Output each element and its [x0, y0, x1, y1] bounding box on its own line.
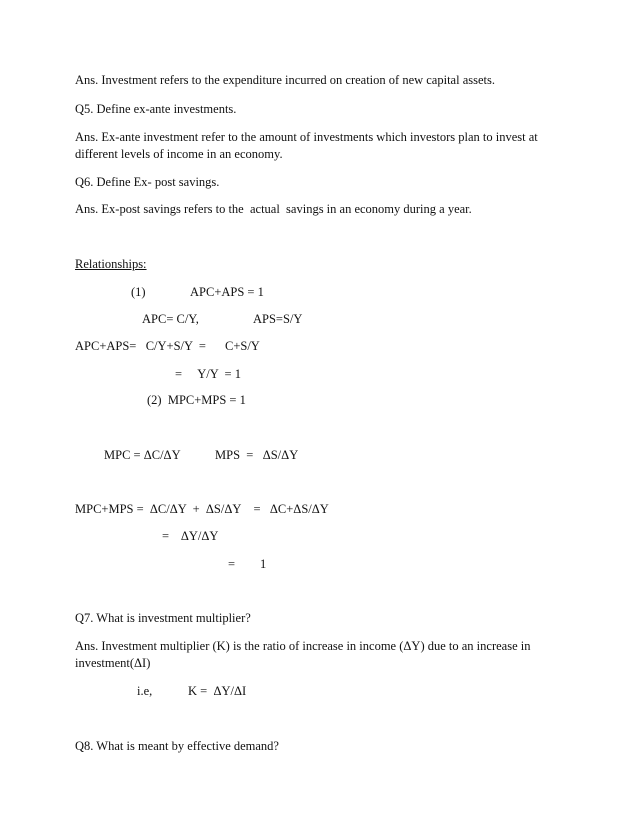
k-formula: K = ΔY/ΔI [188, 684, 247, 698]
relationship-2: (2) MPC+MPS = 1 [147, 393, 246, 407]
question-8: Q8. What is meant by effective demand? [75, 739, 279, 753]
answer-expost: Ans. Ex-post savings refers to the actual savings in an economy during a year. [75, 202, 472, 216]
apc-definition: APC= C/Y, [142, 312, 199, 326]
answer-multiplier-line-2: investment(ΔI) [75, 656, 151, 670]
delta-y-over-delta-y: = ΔY/ΔY [162, 529, 219, 543]
answer-investment: Ans. Investment refers to the expenditure incurred on creation of new capital assets. [75, 73, 495, 87]
equals-one: = 1 [228, 557, 267, 571]
apc-aps-sum: APC+APS= C/Y+S/Y = [75, 339, 206, 353]
mps-definition: MPS = ΔS/ΔY [215, 448, 299, 462]
answer-exante-line-1: Ans. Ex-ante investment refer to the amount of investments which investors plan to invest at [75, 130, 538, 144]
relationship-1-number: (1) [131, 285, 146, 299]
relationships-heading: Relationships: [75, 257, 147, 271]
answer-exante-line-2: different levels of income in an economy. [75, 147, 283, 161]
y-over-y: = Y/Y = 1 [175, 367, 241, 381]
question-5: Q5. Define ex-ante investments. [75, 102, 237, 116]
question-7: Q7. What is investment multiplier? [75, 611, 251, 625]
mpc-mps-sum: MPC+MPS = ΔC/ΔY + ΔS/ΔY = ΔC+ΔS/ΔY [75, 502, 329, 516]
ie-label: i.e, [137, 684, 153, 698]
mpc-definition: MPC = ΔC/ΔY [104, 448, 181, 462]
apc-aps-sum-rhs: C+S/Y [225, 339, 260, 353]
question-6: Q6. Define Ex- post savings. [75, 175, 220, 189]
aps-definition: APS=S/Y [253, 312, 303, 326]
relationship-1-formula: APC+APS = 1 [190, 285, 264, 299]
answer-multiplier-line-1: Ans. Investment multiplier (K) is the ratio of increase in income (ΔY) due to an increase in [75, 639, 531, 653]
